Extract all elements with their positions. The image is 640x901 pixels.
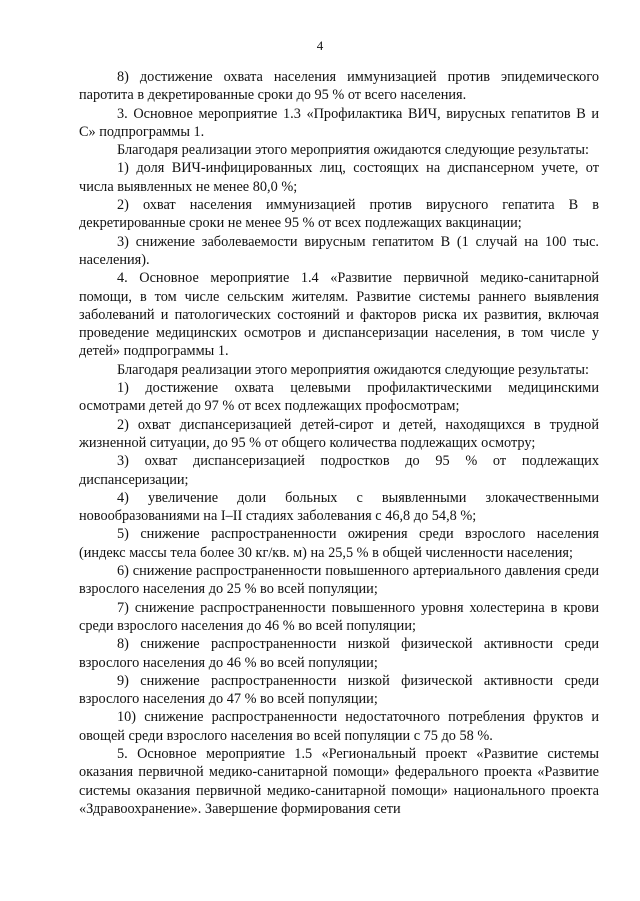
paragraph: 3. Основное мероприятие 1.3 «Профилактика ВИЧ, вирусных гепатитов В и С» подпрограммы 1.: [79, 105, 599, 140]
paragraph: Благодаря реализации этого мероприятия ожидаются следующие результаты:: [117, 361, 589, 378]
paragraph: 5. Основное мероприятие 1.5 «Региональный проект «Развитие системы оказания первичной медико-санитарной помощи» федерального проекта «Развитие системы оказания первичной медико-санитарной помощи» национального проекта «Здравоохранение». Завершение формирования сети: [79, 745, 599, 817]
paragraph: 10) снижение распространенности недостаточного потребления фруктов и овощей среди взрослого населения во всей популяции с 75 до 58 %.: [79, 709, 599, 744]
paragraph: 2) охват населения иммунизацией против вирусного гепатита В в декретированные сроки не менее 95 % от всех подлежащих вакцинации;: [79, 197, 599, 232]
paragraph: 1) достижение охвата целевыми профилактическими медицинскими осмотрами детей до 97 % от всех подлежащих профосмотрам;: [79, 380, 599, 415]
paragraph: 4) увеличение доли больных с выявленными злокачественными новообразованиями на I–II стадиях заболевания с 46,8 до 54,8 %;: [79, 489, 599, 525]
document-body: [79, 68, 599, 818]
paragraph: 1) доля ВИЧ-инфицированных лиц, состоящих на диспансерном учете, от числа выявленных не менее 80,0 %;: [79, 160, 599, 195]
paragraph: 7) снижение распространенности повышенного уровня холестерина в крови среди взрослого населения до 46 % во всей популяции;: [79, 599, 599, 634]
paragraph: 4. Основное мероприятие 1.4 «Развитие первичной медико-санитарной помощи, в том числе сельским жителям. Развитие системы раннего выявления заболеваний и патологических состояний и факторов риска их развития, включая проведение медицинских осмотров и диспансеризации населения, в том числе у детей» подпрограммы 1.: [79, 270, 599, 360]
paragraph: 8) достижение охвата населения иммунизацией против эпидемического паротита в декретированные сроки до 95 % от всего населения.: [79, 69, 599, 104]
paragraph: 3) охват диспансеризацией подростков до 95 % от подлежащих диспансеризации;: [79, 453, 599, 488]
paragraph: 9) снижение распространенности низкой физической активности среди взрослого населения до 47 % во всей популяции;: [79, 672, 599, 708]
paragraph: 6) снижение распространенности повышенного артериального давления среди взрослого населения до 25 % во всей популяции;: [79, 563, 599, 598]
paragraph: 3) снижение заболеваемости вирусным гепатитом В (1 случай на 100 тыс. населения).: [79, 233, 599, 268]
paragraph: Благодаря реализации этого мероприятия ожидаются следующие результаты:: [117, 142, 589, 159]
paragraph: 5) снижение распространенности ожирения среди взрослого населения (индекс массы тела более 30 кг/кв. м) на 25,5 % в общей численности населения;: [79, 526, 599, 561]
paragraph: 8) снижение распространенности низкой физической активности среди взрослого населения до 46 % во всей популяции;: [79, 636, 599, 671]
paragraph: 2) охват диспансеризацией детей-сирот и детей, находящихся в трудной жизненной ситуации, до 95 % от общего количества подлежащих осмотру;: [79, 416, 599, 451]
page-number: 4: [316, 38, 324, 53]
